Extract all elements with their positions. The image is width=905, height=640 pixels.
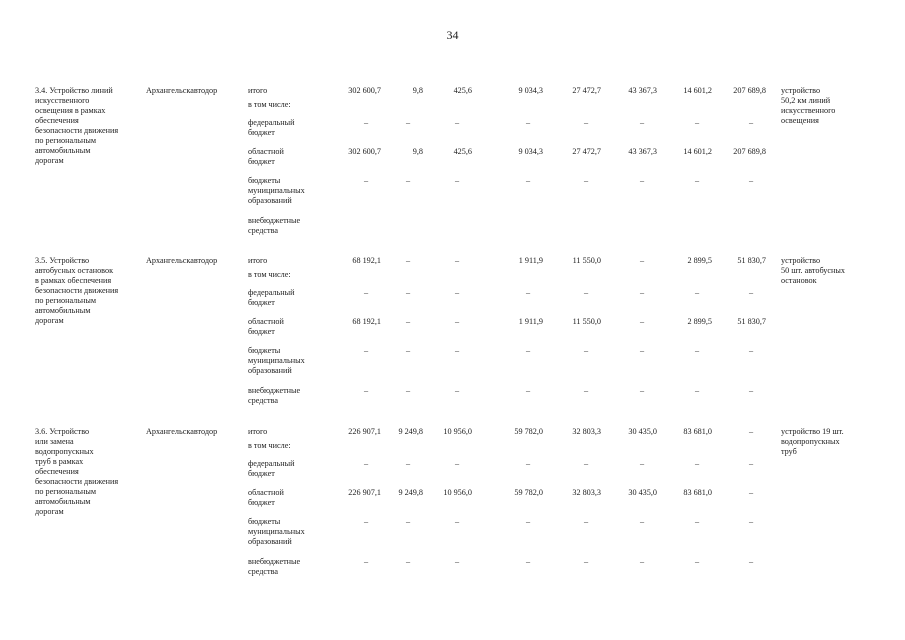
value-cell: 9 034,3 xyxy=(518,147,543,156)
row-label: в том числе: xyxy=(248,100,291,109)
value-cell: – xyxy=(525,459,531,468)
value-cell: – xyxy=(583,118,589,127)
value-cell: – xyxy=(748,557,754,566)
value-cell: 2 899,5 xyxy=(687,317,712,326)
value-cell: – xyxy=(748,488,754,497)
value-cell: 9,8 xyxy=(412,147,423,156)
value-cell: – xyxy=(694,288,700,297)
value-cell: 27 472,7 xyxy=(572,86,601,95)
executor: Архангельскавтодор xyxy=(146,86,218,95)
value-cell: – xyxy=(405,317,411,326)
value-cell: 51 830,7 xyxy=(737,317,766,326)
value-cell: 59 782,0 xyxy=(514,427,543,436)
row-label: бюджеты муниципальных образований xyxy=(248,517,305,546)
row-label: областной бюджет xyxy=(248,147,284,166)
value-cell: – xyxy=(748,459,754,468)
measure-title: 3.5. Устройство автобусных остановок в рамках обеспечения безопасности движения по региональным автомобильным дорогам xyxy=(35,256,119,325)
value-cell: 425,6 xyxy=(453,147,472,156)
expected-result: устройство 19 шт. водопропускных труб xyxy=(781,427,844,456)
value-cell: – xyxy=(405,459,411,468)
value-cell: – xyxy=(363,176,369,185)
row-label: федеральный бюджет xyxy=(248,459,295,478)
row-label: бюджеты муниципальных образований xyxy=(248,176,305,205)
value-cell: – xyxy=(694,346,700,355)
value-cell: – xyxy=(454,386,460,395)
value-cell: – xyxy=(748,346,754,355)
value-cell: – xyxy=(639,557,645,566)
row-label: федеральный бюджет xyxy=(248,118,295,137)
measure-title: 3.6. Устройство или замена водопропускных труб в рамках обеспечения безопасности движения по региональным автомобильным дорогам xyxy=(35,427,119,516)
row-label: итого xyxy=(248,256,268,265)
value-cell: – xyxy=(454,118,460,127)
expected-result: устройство 50 шт. автобусных остановок xyxy=(781,256,846,285)
value-cell: – xyxy=(363,386,369,395)
value-cell: 207 689,8 xyxy=(733,147,766,156)
value-cell: 43 367,3 xyxy=(628,86,657,95)
value-cell: – xyxy=(748,427,754,436)
page-number: 34 xyxy=(446,28,459,42)
value-cell: – xyxy=(639,517,645,526)
value-cell: – xyxy=(694,386,700,395)
value-cell: 1 911,9 xyxy=(518,317,543,326)
value-cell: – xyxy=(583,288,589,297)
row-label: итого xyxy=(248,86,268,95)
expected-result: устройство 50,2 км линий искусственного освещения xyxy=(781,86,836,125)
value-cell: 11 550,0 xyxy=(572,256,601,265)
value-cell: – xyxy=(583,557,589,566)
value-cell: – xyxy=(583,176,589,185)
row-label: в том числе: xyxy=(248,441,291,450)
value-cell: – xyxy=(639,317,645,326)
value-cell: – xyxy=(525,386,531,395)
value-cell: – xyxy=(525,118,531,127)
value-cell: – xyxy=(405,288,411,297)
value-cell: – xyxy=(405,386,411,395)
value-cell: – xyxy=(363,459,369,468)
value-cell: – xyxy=(694,517,700,526)
row-label: областной бюджет xyxy=(248,488,284,507)
value-cell: – xyxy=(363,517,369,526)
value-cell: – xyxy=(748,386,754,395)
row-label: внебюджетные средства xyxy=(248,386,301,405)
row-label: внебюджетные средства xyxy=(248,216,301,235)
value-cell: 226 907,1 xyxy=(348,427,381,436)
value-cell: – xyxy=(639,459,645,468)
value-cell: 30 435,0 xyxy=(628,427,657,436)
executor: Архангельскавтодор xyxy=(146,427,218,436)
value-cell: – xyxy=(363,288,369,297)
value-cell: 51 830,7 xyxy=(737,256,766,265)
row-label: итого xyxy=(248,427,268,436)
value-cell: – xyxy=(748,288,754,297)
value-cell: – xyxy=(694,557,700,566)
value-cell: – xyxy=(454,557,460,566)
value-cell: – xyxy=(748,176,754,185)
value-cell: – xyxy=(363,557,369,566)
value-cell: – xyxy=(454,288,460,297)
value-cell: 68 192,1 xyxy=(352,317,381,326)
value-cell: – xyxy=(525,176,531,185)
row-label: бюджеты муниципальных образований xyxy=(248,346,305,375)
value-cell: – xyxy=(525,517,531,526)
value-cell: 32 803,3 xyxy=(572,427,601,436)
value-cell: – xyxy=(748,118,754,127)
value-cell: 10 956,0 xyxy=(443,427,472,436)
value-cell: – xyxy=(639,288,645,297)
value-cell: – xyxy=(748,517,754,526)
value-cell: 11 550,0 xyxy=(572,317,601,326)
value-cell: 43 367,3 xyxy=(628,147,657,156)
value-cell: – xyxy=(454,256,460,265)
value-cell: – xyxy=(405,256,411,265)
value-cell: 226 907,1 xyxy=(348,488,381,497)
value-cell: 83 681,0 xyxy=(683,488,712,497)
value-cell: 1 911,9 xyxy=(518,256,543,265)
value-cell: – xyxy=(363,118,369,127)
value-cell: – xyxy=(583,517,589,526)
value-cell: 27 472,7 xyxy=(572,147,601,156)
value-cell: 9 249,8 xyxy=(398,427,423,436)
value-cell: – xyxy=(454,517,460,526)
value-cell: – xyxy=(694,118,700,127)
value-cell: – xyxy=(639,386,645,395)
value-cell: – xyxy=(405,176,411,185)
value-cell: 10 956,0 xyxy=(443,488,472,497)
value-cell: – xyxy=(454,317,460,326)
value-cell: – xyxy=(405,346,411,355)
value-cell: 9,8 xyxy=(412,86,423,95)
value-cell: – xyxy=(583,386,589,395)
value-cell: – xyxy=(694,176,700,185)
value-cell: – xyxy=(525,557,531,566)
value-cell: – xyxy=(639,176,645,185)
value-cell: – xyxy=(525,288,531,297)
row-label: федеральный бюджет xyxy=(248,288,295,307)
measure-title: 3.4. Устройство линий искусственного освещения в рамках обеспечения безопасности движения по региональным автомобильным дорогам xyxy=(35,86,119,165)
value-cell: 425,6 xyxy=(453,86,472,95)
value-cell: – xyxy=(639,256,645,265)
value-cell: – xyxy=(694,459,700,468)
value-cell: – xyxy=(639,118,645,127)
value-cell: 32 803,3 xyxy=(572,488,601,497)
value-cell: 9 034,3 xyxy=(518,86,543,95)
row-label: областной бюджет xyxy=(248,317,284,336)
value-cell: – xyxy=(454,346,460,355)
value-cell: 30 435,0 xyxy=(628,488,657,497)
row-label: в том числе: xyxy=(248,270,291,279)
value-cell: – xyxy=(583,346,589,355)
value-cell: 14 601,2 xyxy=(683,86,712,95)
value-cell: 59 782,0 xyxy=(514,488,543,497)
row-label: внебюджетные средства xyxy=(248,557,301,576)
value-cell: 83 681,0 xyxy=(683,427,712,436)
value-cell: – xyxy=(525,346,531,355)
executor: Архангельскавтодор xyxy=(146,256,218,265)
value-cell: 68 192,1 xyxy=(352,256,381,265)
value-cell: 302 600,7 xyxy=(348,147,381,156)
value-cell: 302 600,7 xyxy=(348,86,381,95)
value-cell: – xyxy=(405,517,411,526)
value-cell: – xyxy=(583,459,589,468)
value-cell: 9 249,8 xyxy=(398,488,423,497)
value-cell: 207 689,8 xyxy=(733,86,766,95)
value-cell: – xyxy=(454,459,460,468)
value-cell: – xyxy=(363,346,369,355)
value-cell: – xyxy=(405,118,411,127)
value-cell: – xyxy=(405,557,411,566)
value-cell: – xyxy=(454,176,460,185)
value-cell: 2 899,5 xyxy=(687,256,712,265)
value-cell: – xyxy=(639,346,645,355)
value-cell: 14 601,2 xyxy=(683,147,712,156)
